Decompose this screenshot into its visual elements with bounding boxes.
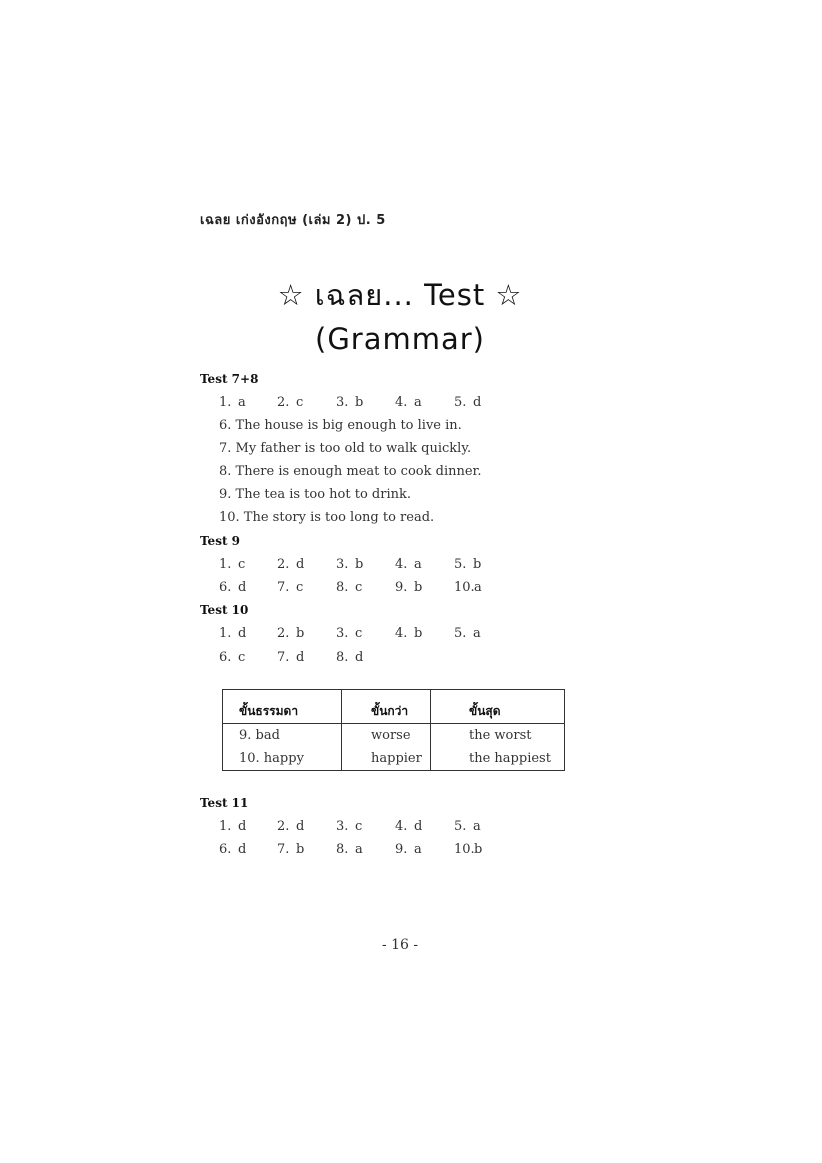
answer-letter: d: [355, 650, 364, 665]
answer-letter: c: [238, 650, 246, 665]
answer-letter: b: [296, 842, 305, 857]
table-cell: happier: [342, 747, 431, 771]
answer-letter: b: [414, 626, 423, 641]
answer-number: 9.: [395, 842, 408, 857]
answer-letter: a: [474, 580, 482, 595]
answer-sentence: 8. There is enough meat to cook dinner.: [219, 464, 482, 479]
answer-number: 6.: [219, 842, 232, 857]
answer-number: 8.: [336, 650, 349, 665]
table-cell: 9. bad: [223, 724, 342, 748]
answer-number: 1.: [219, 557, 232, 572]
answer-number: 2.: [277, 819, 290, 834]
table-cell: worse: [342, 724, 431, 748]
answer-letter: c: [355, 580, 363, 595]
answer-number: 3.: [336, 819, 349, 834]
answer-number: 4.: [395, 819, 408, 834]
answer-number: 3.: [336, 626, 349, 641]
answer-letter: a: [355, 842, 363, 857]
answer-letter: d: [238, 626, 247, 641]
table-cell: the happiest: [431, 747, 565, 771]
answer-letter: d: [238, 580, 247, 595]
answer-letter: d: [473, 395, 482, 410]
table-cell: the worst: [431, 724, 565, 748]
answer-letter: b: [473, 557, 482, 572]
answer-number: 1.: [219, 395, 232, 410]
section-heading-test-11: Test 11: [200, 796, 249, 810]
page-header: เฉลย เก่งอังกฤษ (เล่ม 2) ป. 5: [200, 213, 386, 228]
answer-letter: a: [473, 626, 481, 641]
answer-letter: c: [355, 626, 363, 641]
answer-number: 4.: [395, 395, 408, 410]
answer-letter: c: [296, 580, 304, 595]
answer-number: 6.: [219, 650, 232, 665]
table-row: [223, 747, 565, 771]
table-cell: 10. happy: [223, 747, 342, 771]
answer-number: 2.: [277, 626, 290, 641]
answer-sentence: 9. The tea is too hot to drink.: [219, 487, 411, 502]
answer-sentence: 10. The story is too long to read.: [219, 510, 435, 525]
answer-letter: a: [473, 819, 481, 834]
answer-number: 2.: [277, 557, 290, 572]
answer-number: 5.: [454, 819, 467, 834]
answer-number: 3.: [336, 557, 349, 572]
answer-letter: a: [414, 557, 422, 572]
answer-number: 4.: [395, 557, 408, 572]
answer-number: 7.: [277, 650, 290, 665]
answer-letter: c: [296, 395, 304, 410]
answer-number: 6.: [219, 580, 232, 595]
answer-number: 7.: [277, 580, 290, 595]
answer-letter: d: [296, 557, 305, 572]
answer-number: 9.: [395, 580, 408, 595]
table-header-row: [223, 690, 565, 724]
answer-number: 10.: [454, 842, 475, 857]
answer-sentence: 6. The house is big enough to live in.: [219, 418, 462, 433]
answer-number: 5.: [454, 557, 467, 572]
section-heading-test-9: Test 9: [200, 534, 241, 548]
answer-letter: b: [355, 395, 364, 410]
page-title: ☆ เฉลย... Test ☆: [277, 278, 523, 312]
answer-letter: d: [296, 650, 305, 665]
answer-letter: a: [238, 395, 246, 410]
answer-letter: d: [296, 819, 305, 834]
answer-letter: d: [238, 842, 247, 857]
answer-letter: a: [414, 842, 422, 857]
answer-number: 5.: [454, 626, 467, 641]
page-number: - 16 -: [381, 937, 419, 953]
answer-sentence: 7. My father is too old to walk quickly.: [219, 441, 472, 456]
answer-number: 4.: [395, 626, 408, 641]
answer-number: 8.: [336, 580, 349, 595]
answer-number: 7.: [277, 842, 290, 857]
answer-letter: c: [355, 819, 363, 834]
page-subtitle: (Grammar): [315, 322, 485, 356]
answer-number: 3.: [336, 395, 349, 410]
answer-letter: a: [414, 395, 422, 410]
answer-number: 2.: [277, 395, 290, 410]
comparison-table: [222, 689, 565, 771]
answer-letter: b: [474, 842, 483, 857]
answer-letter: b: [414, 580, 423, 595]
table-row: [223, 724, 565, 748]
answer-number: 1.: [219, 626, 232, 641]
answer-letter: d: [238, 819, 247, 834]
answer-number: 1.: [219, 819, 232, 834]
table-header: ขั้นธรรมดา: [223, 690, 342, 724]
table-header: ขั้นกว่า: [342, 690, 431, 724]
answer-letter: b: [355, 557, 364, 572]
answer-letter: b: [296, 626, 305, 641]
section-heading-test-10: Test 10: [200, 603, 249, 617]
answer-letter: d: [414, 819, 423, 834]
answer-number: 10.: [454, 580, 475, 595]
answer-number: 8.: [336, 842, 349, 857]
answer-letter: c: [238, 557, 246, 572]
table-header: ขั้นสุด: [431, 690, 565, 724]
section-heading-test-7-8: Test 7+8: [200, 372, 259, 386]
answer-number: 5.: [454, 395, 467, 410]
